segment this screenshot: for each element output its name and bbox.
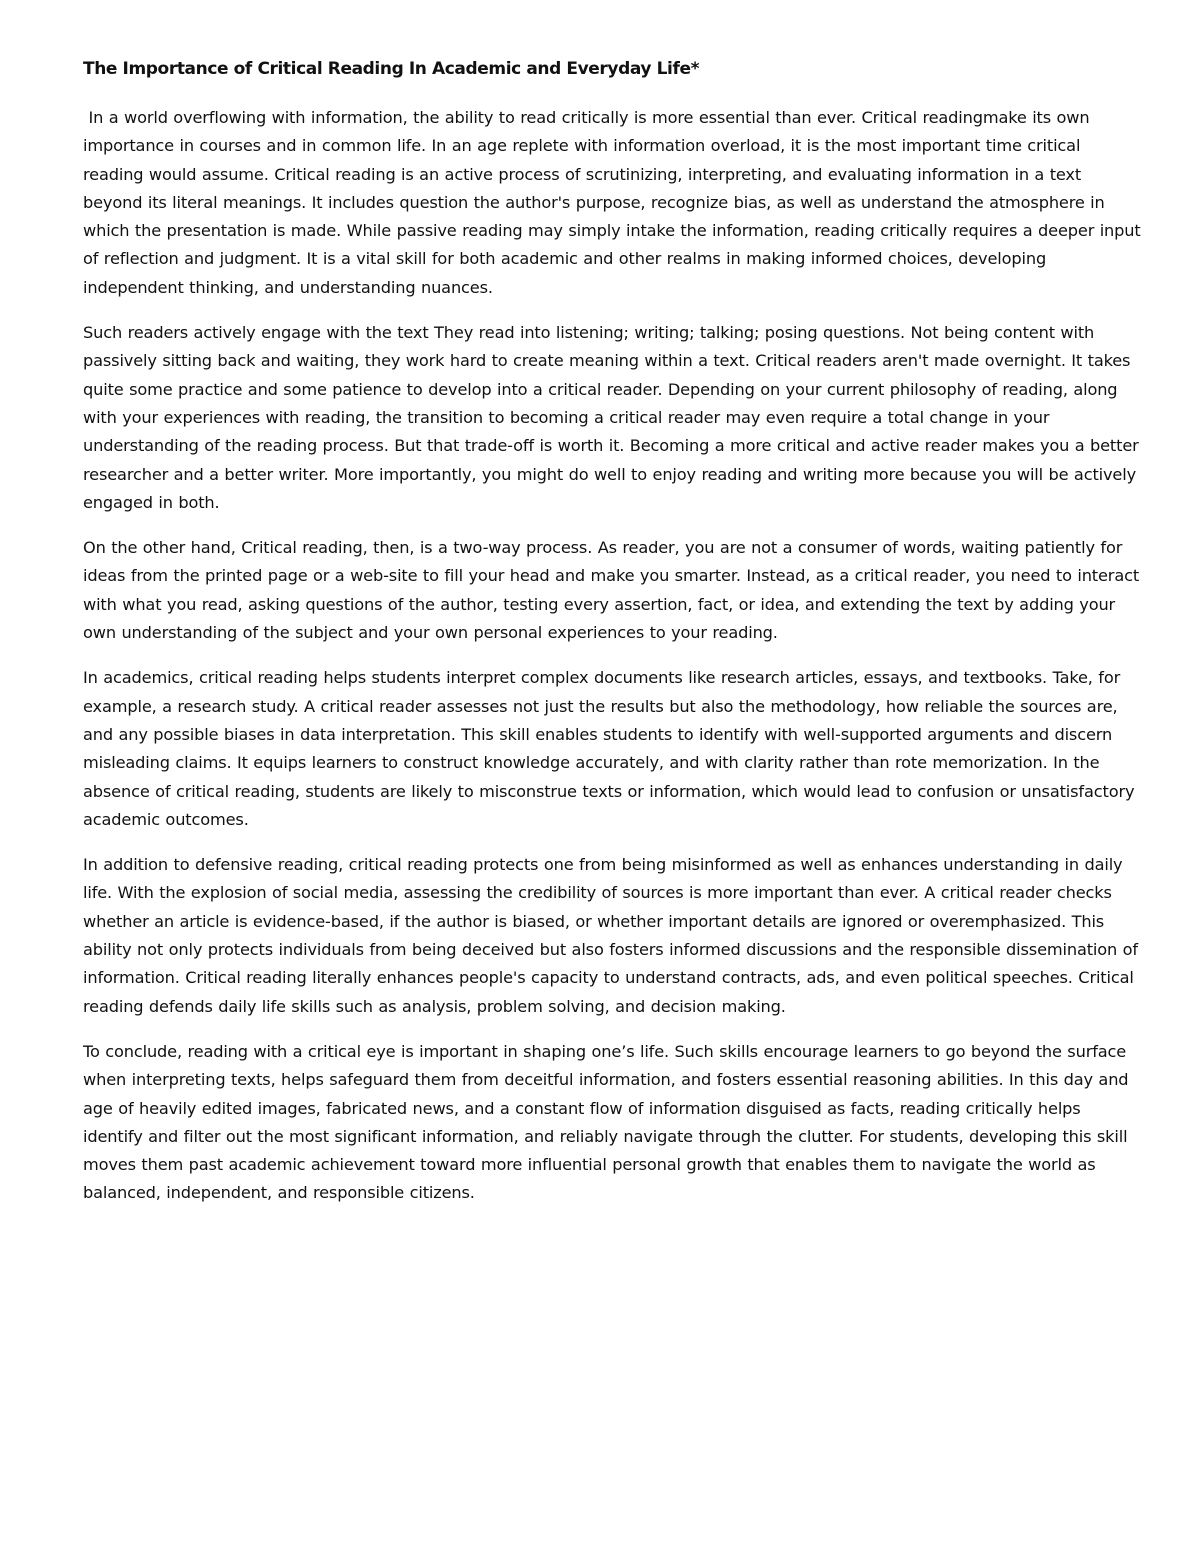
paragraph-conclusion: To conclude, reading with a critical eye is important in shaping one’s life. Such skills encourage learners to go beyond the surface when interpreting texts, helps safeguard them from deceitful information, and fosters essential reasoning abilities. In this day and age of heavily edited images, fabricated news, and a constant flow of information disguised as facts, reading critically helps identify and filter out the most significant information, and reliably navigate through the clutter. For students, developing this skill moves them past academic achievement toward more influential personal growth that enables them to navigate the world as balanced, independent, and responsible citizens. (83, 1041, 1129, 1203)
paragraph-intro: In a world overflowing with information, the ability to read critically is more essential than ever. Critical readingmake its own importance in courses and in common life. In an age replete with information overload, it is the most important time critical reading would assume. Critical reading is an active process of scrutinizing, interpreting, and evaluating information in a text beyond its literal meanings. It includes question the author's purpose, recognize bias, as well as understand the atmosphere in which the presentation is made. While passive reading may simply intake the information, reading critically requires a deeper input of reflection and judgment. It is a vital skill for both academic and other realms in making informed choices, developing independent thinking, and understanding nuances. (83, 108, 1147, 297)
paragraph-academics: In academics, critical reading helps students interpret complex documents like research articles, essays, and textbooks. Take, for example, a research study. A critical reader assesses not just the results but also the methodology, how reliable the sources are, and any possible biases in data interpretation. This skill enables students to identify with well-supported arguments and discern misleading claims. It equips learners to construct knowledge accurately, and with clarity rather than rote memorization. In the absence of critical reading, students are likely to misconstrue texts or information, which would lead to confusion or unsatisfactory academic outcomes. (83, 668, 1135, 829)
paragraph-two-way-process: On the other hand, Critical reading, then, is a two-way process. As reader, you are not a consumer of words, waiting patiently for ideas from the printed page or a web-site to fill your head and make you smarter. Instead, as a critical reader, you need to interact with what you read, asking questions of the author, testing every assertion, fact, or idea, and extending the text by adding your own understanding of the subject and your own personal experiences to your reading. (83, 538, 1140, 643)
document-title: The Importance of Critical Reading In Academic and Everyday Life* (83, 59, 700, 79)
paragraph-active-readers: Such readers actively engage with the text They read into listening; writing; talking; posing questions. Not being content with passively sitting back and waiting, they work hard to create meaning within a text. Critical readers aren't made overnight. It takes quite some practice and some patience to develop into a critical reader. Depending on your current philosophy of reading, along with your experiences with reading, the transition to becoming a critical reader may even require a total change in your understanding of the reading process. But that trade-off is worth it. Becoming a more critical and active reader makes you a better researcher and a better writer. More importantly, you might do well to enjoy reading and writing more because you will be actively engaged in both. (83, 323, 1139, 512)
paragraph-daily-life: In addition to defensive reading, critical reading protects one from being misinformed as well as enhances understanding in daily life. With the explosion of social media, assessing the credibility of sources is more important than ever. A critical reader checks whether an article is evidence-based, if the author is biased, or whether important details are ignored or overemphasized. This ability not only protects individuals from being deceived but also fosters informed discussions and the responsible dissemination of information. Critical reading literally enhances people's capacity to understand contracts, ads, and even political speeches. Critical reading defends daily life skills such as analysis, problem solving, and decision making. (83, 855, 1138, 1016)
